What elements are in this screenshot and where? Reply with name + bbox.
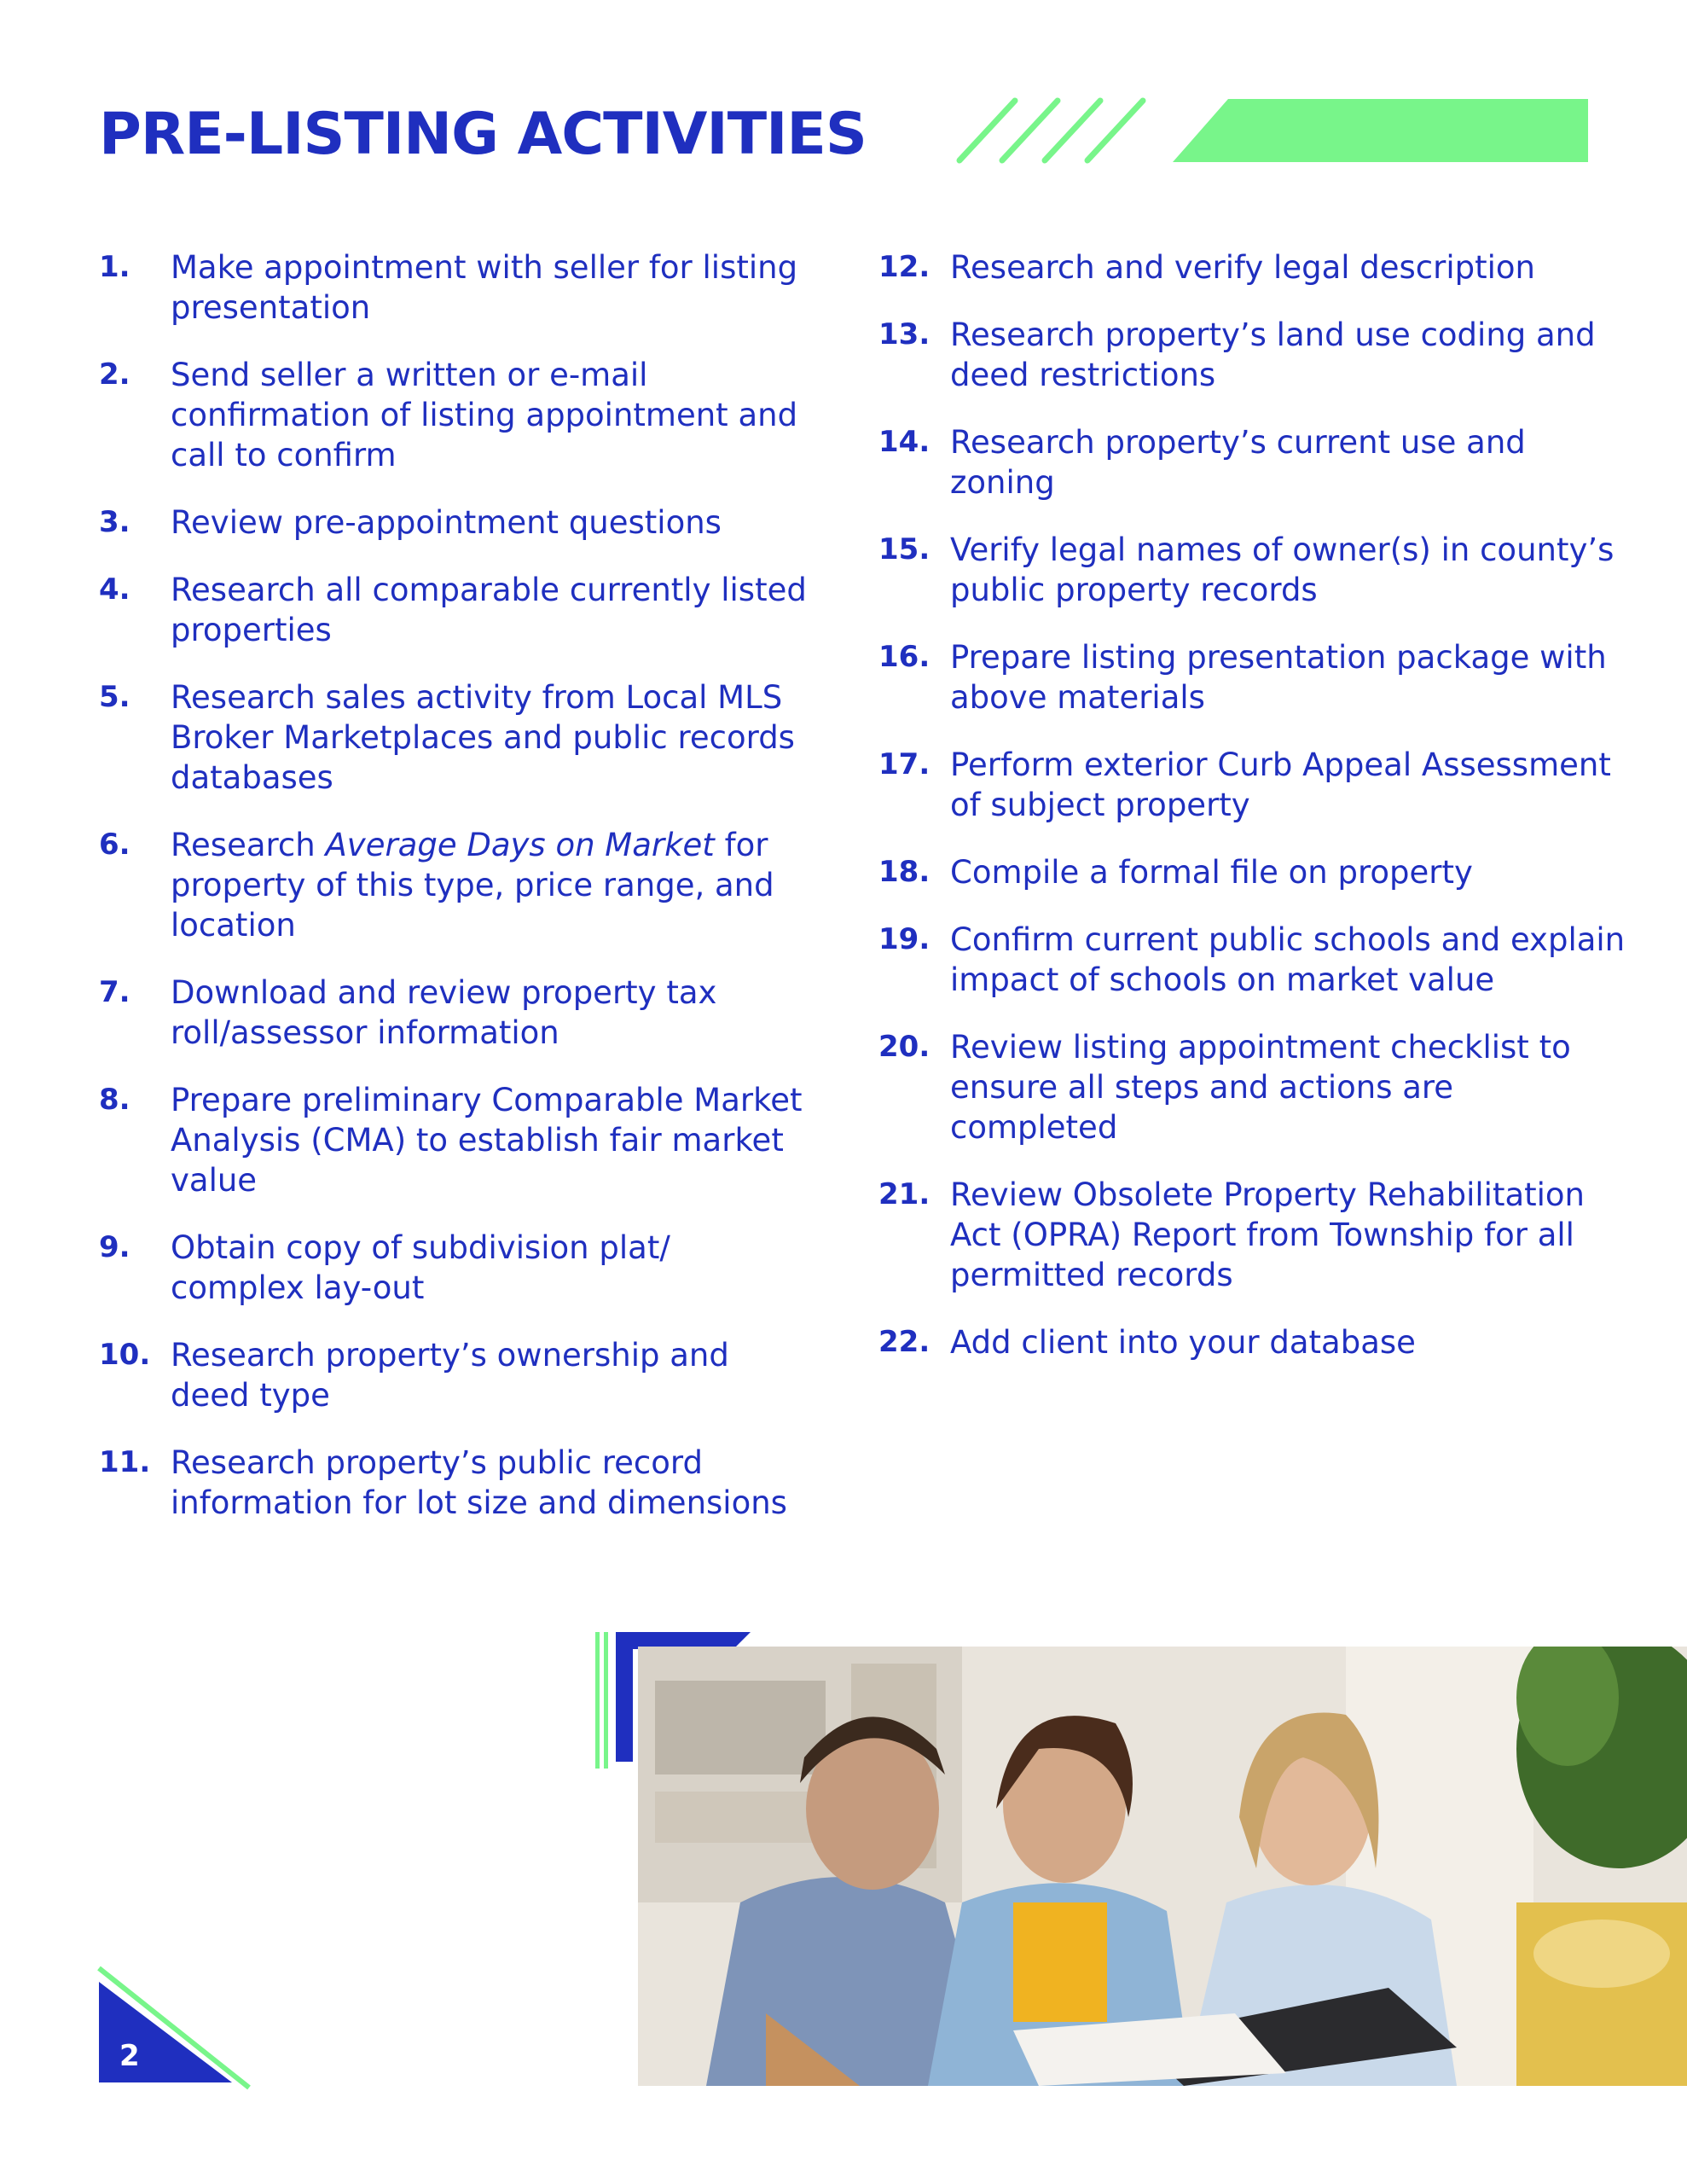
item-number: 5. [99,680,130,714]
decorative-stripes [938,94,1595,171]
list-item [99,825,807,945]
item-text: Add client into your database [950,1324,1416,1361]
item-number: 13. [878,317,930,351]
item-number: 9. [99,1230,130,1264]
left-checklist [99,247,807,1550]
item-number: 10. [99,1338,151,1372]
item-text-italic: Average Days on Market [325,827,715,863]
list-item [99,677,807,798]
item-number: 11. [99,1445,151,1479]
item-text: Review Obsolete Property Rehabilitation Act (OPRA) Report from Township for all permitted records [950,1176,1586,1293]
item-number: 16. [878,640,930,674]
item-text: Research property’s land use coding and deed restrictions [950,317,1596,393]
right-checklist [878,247,1629,1390]
item-text: Research property’s public record information for lot size and dimensions [171,1444,787,1521]
item-text: Research sales activity from Local MLS Broker Marketplaces and public records databases [171,679,795,796]
item-text: Compile a formal file on property [950,854,1473,891]
item-text: Research property’s ownership and deed type [171,1337,729,1414]
list-item [878,637,1629,717]
item-text-after: for property of this type, price range, and location [171,827,774,944]
item-text: Review listing appointment checklist to ensure all steps and actions are completed [950,1029,1571,1146]
list-item [99,502,807,543]
item-text-before: Research [171,827,326,863]
list-item [878,422,1629,502]
list-item [878,315,1629,395]
item-text: Verify legal names of owner(s) in county’s public property records [950,531,1615,608]
list-item [878,1027,1629,1147]
item-text: Prepare preliminary Comparable Market Analysis (CMA) to establish fair market value [171,1082,803,1199]
item-number: 6. [99,828,130,862]
item-number: 7. [99,975,130,1009]
item-text: Research and verify legal description [950,249,1535,286]
item-number: 1. [99,250,130,284]
item-number: 3. [99,505,130,539]
list-item [878,247,1629,288]
page-number: 2 [119,2039,140,2073]
item-text: Research all comparable currently listed properties [171,572,807,648]
item-number: 15. [878,532,930,566]
item-text: Confirm current public schools and explain impact of schools on market value [950,921,1626,998]
item-number: 14. [878,425,930,459]
page-title: PRE-LISTING ACTIVITIES [99,101,867,168]
list-item [878,1322,1629,1362]
list-item [99,1335,807,1415]
item-number: 18. [878,855,930,889]
clients-photo [638,1647,1687,2086]
list-item [99,570,807,650]
item-number: 2. [99,357,130,392]
list-item [99,1228,807,1308]
list-item [878,745,1629,825]
page-number-corner [94,1958,256,2094]
item-text: Obtain copy of subdivision plat/ complex lay-out [171,1229,670,1306]
item-text: Make appointment with seller for listing presentation [171,249,798,326]
list-item [878,920,1629,1000]
item-text: Send seller a written or e-mail confirmation of listing appointment and call to confirm [171,357,798,473]
item-number: 21. [878,1177,930,1211]
item-number: 22. [878,1325,930,1359]
item-number: 12. [878,250,930,284]
list-item [878,852,1629,892]
list-item [99,247,807,328]
list-item [878,530,1629,610]
item-number: 19. [878,922,930,956]
item-text: Research property’s current use and zoning [950,424,1526,501]
item-text: Download and review property tax roll/assessor information [171,974,717,1051]
item-text: Review pre-appointment questions [171,504,722,541]
item-text: Perform exterior Curb Appeal Assessment of subject property [950,746,1611,823]
list-item [878,1175,1629,1295]
list-item [99,1443,807,1523]
item-text: Prepare listing presentation package with above materials [950,639,1607,716]
item-number: 4. [99,572,130,607]
item-number: 20. [878,1030,930,1064]
list-item [99,1080,807,1200]
item-number: 17. [878,747,930,781]
list-item [99,973,807,1053]
item-text [171,825,807,945]
list-item [99,355,807,475]
item-number: 8. [99,1083,130,1117]
